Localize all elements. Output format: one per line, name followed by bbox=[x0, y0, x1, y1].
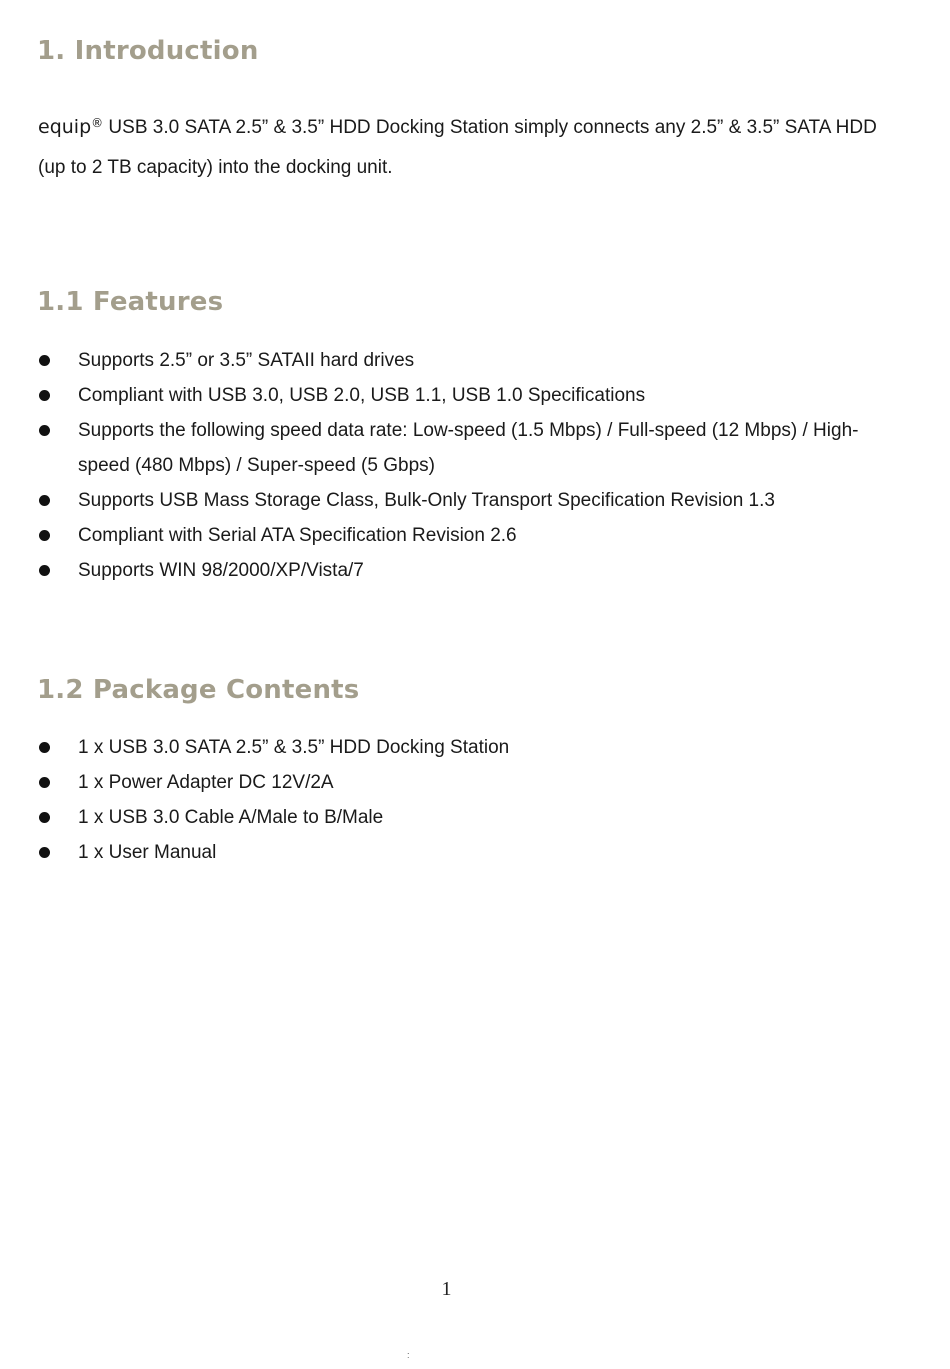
intro-body-text: USB 3.0 SATA 2.5” & 3.5” HDD Docking Station simply connects any 2.5” & 3.5” SATA HDD (up to 2 TB capacity) into the docking unit. bbox=[38, 117, 877, 178]
bullet-dot-icon bbox=[39, 530, 50, 541]
bullet-dot-icon bbox=[39, 355, 50, 366]
list-item bbox=[38, 800, 898, 835]
list-item bbox=[38, 483, 898, 518]
page-number: 1 bbox=[441, 1278, 452, 1300]
list-item-text: Supports the following speed data rate: Low-speed (1.5 Mbps) / Full-speed (12 Mbps) / High-speed (480 Mbps) / Super-speed (5 Gbps) bbox=[78, 420, 859, 476]
bullet-dot-icon bbox=[39, 847, 50, 858]
registered-mark: ® bbox=[91, 116, 104, 130]
list-item bbox=[38, 730, 898, 765]
intro-heading: 1. Introduction bbox=[37, 36, 259, 66]
bullet-dot-icon bbox=[39, 565, 50, 576]
brand-name bbox=[38, 116, 103, 138]
list-item-text: 1 x USB 3.0 Cable A/Male to B/Male bbox=[78, 807, 384, 828]
footer-mark: : bbox=[407, 1350, 410, 1360]
intro-paragraph bbox=[38, 103, 898, 188]
features-list bbox=[38, 343, 898, 588]
bullet-dot-icon bbox=[39, 742, 50, 753]
list-item-text: Supports 2.5” or 3.5” SATAII hard drives bbox=[78, 350, 415, 371]
list-item-text: Supports USB Mass Storage Class, Bulk-Only Transport Specification Revision 1.3 bbox=[78, 490, 775, 511]
package-contents-heading: 1.2 Package Contents bbox=[37, 675, 360, 705]
bullet-dot-icon bbox=[39, 425, 50, 436]
list-item-text: 1 x User Manual bbox=[78, 842, 217, 863]
list-item bbox=[38, 553, 898, 588]
list-item-text: Supports WIN 98/2000/XP/Vista/7 bbox=[78, 560, 364, 581]
package-contents-list bbox=[38, 730, 898, 870]
bullet-dot-icon bbox=[39, 495, 50, 506]
list-item bbox=[38, 343, 898, 378]
list-item-text: 1 x Power Adapter DC 12V/2A bbox=[78, 772, 334, 793]
list-item bbox=[38, 835, 898, 870]
list-item bbox=[38, 378, 898, 413]
list-item bbox=[38, 765, 898, 800]
bullet-dot-icon bbox=[39, 812, 50, 823]
list-item-text: 1 x USB 3.0 SATA 2.5” & 3.5” HDD Docking Station bbox=[78, 737, 510, 758]
list-item bbox=[38, 518, 898, 553]
list-item-text: Compliant with USB 3.0, USB 2.0, USB 1.1, USB 1.0 Specifications bbox=[78, 385, 646, 406]
bullet-dot-icon bbox=[39, 777, 50, 788]
list-item-text: Compliant with Serial ATA Specification Revision 2.6 bbox=[78, 525, 517, 546]
list-item bbox=[38, 413, 898, 483]
features-heading: 1.1 Features bbox=[37, 287, 224, 317]
brand-text: equip bbox=[38, 116, 92, 138]
bullet-dot-icon bbox=[39, 390, 50, 401]
